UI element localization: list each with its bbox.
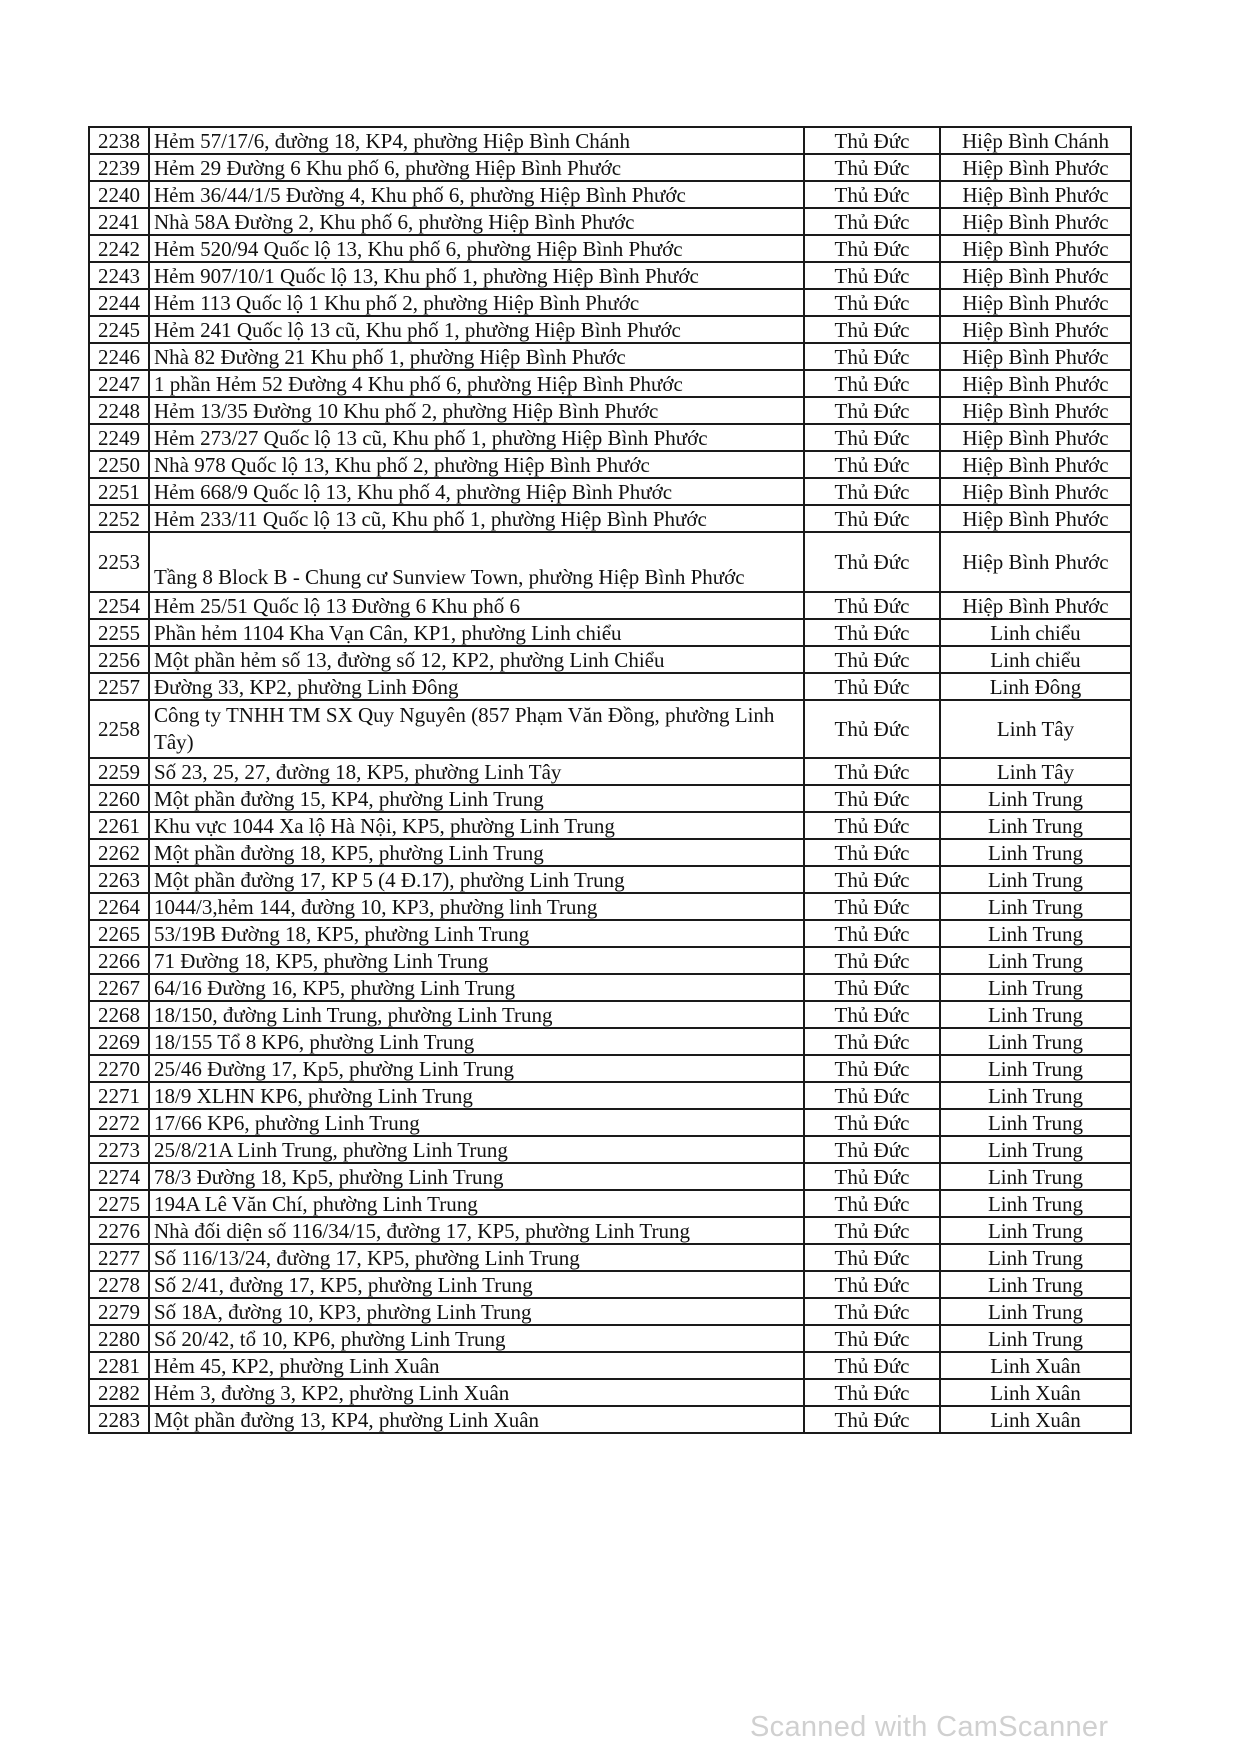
- table-row: [89, 839, 1131, 866]
- ward-cell: Linh Xuân: [940, 1406, 1131, 1433]
- ward-cell: Hiệp Bình Phước: [940, 397, 1131, 424]
- address-cell: Hẻm 45, KP2, phường Linh Xuân: [149, 1352, 804, 1379]
- table-row: [89, 947, 1131, 974]
- district-cell: Thủ Đức: [804, 1352, 940, 1379]
- table-row: [89, 1352, 1131, 1379]
- address-cell: Một phần đường 15, KP4, phường Linh Trung: [149, 785, 804, 812]
- address-cell: Số 116/13/24, đường 17, KP5, phường Linh Trung: [149, 1244, 804, 1271]
- ward-cell: Linh Trung: [940, 1163, 1131, 1190]
- district-cell: Thủ Đức: [804, 812, 940, 839]
- row-number-cell: 2281: [89, 1352, 149, 1379]
- ward-cell: Hiệp Bình Phước: [940, 370, 1131, 397]
- district-cell: Thủ Đức: [804, 592, 940, 619]
- row-number-cell: 2252: [89, 505, 149, 532]
- table-row: [89, 370, 1131, 397]
- row-number-cell: 2247: [89, 370, 149, 397]
- district-cell: Thủ Đức: [804, 893, 940, 920]
- district-cell: Thủ Đức: [804, 1082, 940, 1109]
- table-row: [89, 289, 1131, 316]
- row-number-cell: 2265: [89, 920, 149, 947]
- address-cell: 18/155 Tổ 8 KP6, phường Linh Trung: [149, 1028, 804, 1055]
- ward-cell: Hiệp Bình Phước: [940, 208, 1131, 235]
- row-number-cell: 2282: [89, 1379, 149, 1406]
- address-cell: Hẻm 57/17/6, đường 18, KP4, phường Hiệp Bình Chánh: [149, 127, 804, 154]
- district-cell: Thủ Đức: [804, 1055, 940, 1082]
- district-cell: Thủ Đức: [804, 154, 940, 181]
- district-cell: Thủ Đức: [804, 1217, 940, 1244]
- district-cell: Thủ Đức: [804, 1406, 940, 1433]
- district-cell: Thủ Đức: [804, 343, 940, 370]
- table-row: [89, 397, 1131, 424]
- district-cell: Thủ Đức: [804, 316, 940, 343]
- address-cell: Hẻm 25/51 Quốc lộ 13 Đường 6 Khu phố 6: [149, 592, 804, 619]
- table-row: [89, 673, 1131, 700]
- table-row: [89, 127, 1131, 154]
- address-cell: Hẻm 907/10/1 Quốc lộ 13, Khu phố 1, phường Hiệp Bình Phước: [149, 262, 804, 289]
- address-cell: 18/9 XLHN KP6, phường Linh Trung: [149, 1082, 804, 1109]
- district-cell: Thủ Đức: [804, 866, 940, 893]
- ward-cell: Linh chiểu: [940, 646, 1131, 673]
- district-cell: Thủ Đức: [804, 181, 940, 208]
- ward-cell: Linh Trung: [940, 1217, 1131, 1244]
- ward-cell: Linh Xuân: [940, 1379, 1131, 1406]
- table-row: [89, 1136, 1131, 1163]
- address-cell: 25/46 Đường 17, Kp5, phường Linh Trung: [149, 1055, 804, 1082]
- address-cell: Số 18A, đường 10, KP3, phường Linh Trung: [149, 1298, 804, 1325]
- table-row: [89, 1298, 1131, 1325]
- table-row: [89, 343, 1131, 370]
- table-row: [89, 1379, 1131, 1406]
- row-number-cell: 2283: [89, 1406, 149, 1433]
- table-row: [89, 424, 1131, 451]
- address-cell: Phần hẻm 1104 Kha Vạn Cân, KP1, phường Linh chiểu: [149, 619, 804, 646]
- ward-cell: Linh Đông: [940, 673, 1131, 700]
- row-number-cell: 2256: [89, 646, 149, 673]
- address-cell: 17/66 KP6, phường Linh Trung: [149, 1109, 804, 1136]
- district-cell: Thủ Đức: [804, 974, 940, 1001]
- district-cell: Thủ Đức: [804, 700, 940, 758]
- address-cell: Hẻm 668/9 Quốc lộ 13, Khu phố 4, phường Hiệp Bình Phước: [149, 478, 804, 505]
- district-cell: Thủ Đức: [804, 478, 940, 505]
- ward-cell: Hiệp Bình Phước: [940, 154, 1131, 181]
- ward-cell: Linh Trung: [940, 1082, 1131, 1109]
- row-number-cell: 2279: [89, 1298, 149, 1325]
- ward-cell: Linh Trung: [940, 1028, 1131, 1055]
- table-row: [89, 181, 1131, 208]
- row-number-cell: 2244: [89, 289, 149, 316]
- district-cell: Thủ Đức: [804, 1379, 940, 1406]
- row-number-cell: 2249: [89, 424, 149, 451]
- row-number-cell: 2257: [89, 673, 149, 700]
- row-number-cell: 2270: [89, 1055, 149, 1082]
- table-row: [89, 154, 1131, 181]
- ward-cell: Hiệp Bình Phước: [940, 181, 1131, 208]
- address-cell: 18/150, đường Linh Trung, phường Linh Trung: [149, 1001, 804, 1028]
- ward-cell: Linh Trung: [940, 1136, 1131, 1163]
- ward-cell: Linh Trung: [940, 839, 1131, 866]
- row-number-cell: 2245: [89, 316, 149, 343]
- district-cell: Thủ Đức: [804, 127, 940, 154]
- row-number-cell: 2275: [89, 1190, 149, 1217]
- ward-cell: Hiệp Bình Phước: [940, 505, 1131, 532]
- row-number-cell: 2259: [89, 758, 149, 785]
- table-row: [89, 262, 1131, 289]
- district-cell: Thủ Đức: [804, 1325, 940, 1352]
- district-cell: Thủ Đức: [804, 1001, 940, 1028]
- row-number-cell: 2255: [89, 619, 149, 646]
- ward-cell: Linh Trung: [940, 1190, 1131, 1217]
- row-number-cell: 2278: [89, 1271, 149, 1298]
- row-number-cell: 2253: [89, 532, 149, 592]
- district-cell: Thủ Đức: [804, 532, 940, 592]
- address-cell: Một phần đường 17, KP 5 (4 Đ.17), phường Linh Trung: [149, 866, 804, 893]
- address-cell: Nhà đối diện số 116/34/15, đường 17, KP5, phường Linh Trung: [149, 1217, 804, 1244]
- ward-cell: Linh Tây: [940, 758, 1131, 785]
- district-cell: Thủ Đức: [804, 947, 940, 974]
- ward-cell: Hiệp Bình Phước: [940, 343, 1131, 370]
- table-row: [89, 316, 1131, 343]
- address-cell: Khu vực 1044 Xa lộ Hà Nội, KP5, phường Linh Trung: [149, 812, 804, 839]
- address-cell: Hẻm 13/35 Đường 10 Khu phố 2, phường Hiệp Bình Phước: [149, 397, 804, 424]
- table-body: [89, 127, 1131, 1433]
- row-number-cell: 2276: [89, 1217, 149, 1244]
- table-row: [89, 920, 1131, 947]
- ward-cell: Linh Trung: [940, 1325, 1131, 1352]
- district-cell: Thủ Đức: [804, 1163, 940, 1190]
- row-number-cell: 2238: [89, 127, 149, 154]
- address-cell: 53/19B Đường 18, KP5, phường Linh Trung: [149, 920, 804, 947]
- row-number-cell: 2268: [89, 1001, 149, 1028]
- district-cell: Thủ Đức: [804, 397, 940, 424]
- ward-cell: Linh Tây: [940, 700, 1131, 758]
- table-row: [89, 646, 1131, 673]
- address-cell: Hẻm 36/44/1/5 Đường 4, Khu phố 6, phường Hiệp Bình Phước: [149, 181, 804, 208]
- address-cell: Tầng 8 Block B - Chung cư Sunview Town, phường Hiệp Bình Phước: [149, 532, 804, 592]
- district-cell: Thủ Đức: [804, 619, 940, 646]
- row-number-cell: 2266: [89, 947, 149, 974]
- address-cell: 64/16 Đường 16, KP5, phường Linh Trung: [149, 974, 804, 1001]
- row-number-cell: 2246: [89, 343, 149, 370]
- row-number-cell: 2242: [89, 235, 149, 262]
- row-number-cell: 2243: [89, 262, 149, 289]
- ward-cell: Hiệp Bình Phước: [940, 235, 1131, 262]
- table-row: [89, 785, 1131, 812]
- address-cell: 78/3 Đường 18, Kp5, phường Linh Trung: [149, 1163, 804, 1190]
- district-cell: Thủ Đức: [804, 1028, 940, 1055]
- district-cell: Thủ Đức: [804, 505, 940, 532]
- address-cell: Nhà 82 Đường 21 Khu phố 1, phường Hiệp Bình Phước: [149, 343, 804, 370]
- district-cell: Thủ Đức: [804, 1109, 940, 1136]
- address-cell: Hẻm 520/94 Quốc lộ 13, Khu phố 6, phường Hiệp Bình Phước: [149, 235, 804, 262]
- row-number-cell: 2271: [89, 1082, 149, 1109]
- ward-cell: Linh Trung: [940, 812, 1131, 839]
- district-cell: Thủ Đức: [804, 424, 940, 451]
- row-number-cell: 2248: [89, 397, 149, 424]
- row-number-cell: 2239: [89, 154, 149, 181]
- ward-cell: Hiệp Bình Phước: [940, 316, 1131, 343]
- address-cell: Đường 33, KP2, phường Linh Đông: [149, 673, 804, 700]
- table-row: [89, 1163, 1131, 1190]
- district-cell: Thủ Đức: [804, 208, 940, 235]
- camscanner-watermark: Scanned with CamScanner: [750, 1711, 1109, 1743]
- table-row: [89, 451, 1131, 478]
- row-number-cell: 2250: [89, 451, 149, 478]
- district-cell: Thủ Đức: [804, 1136, 940, 1163]
- address-table: [88, 126, 1132, 1434]
- table-row: [89, 812, 1131, 839]
- district-cell: Thủ Đức: [804, 920, 940, 947]
- ward-cell: Hiệp Bình Phước: [940, 592, 1131, 619]
- ward-cell: Linh Trung: [940, 866, 1131, 893]
- ward-cell: Linh chiểu: [940, 619, 1131, 646]
- district-cell: Thủ Đức: [804, 1298, 940, 1325]
- table-row: [89, 478, 1131, 505]
- table-row: [89, 866, 1131, 893]
- district-cell: Thủ Đức: [804, 1271, 940, 1298]
- district-cell: Thủ Đức: [804, 370, 940, 397]
- table-row: [89, 1325, 1131, 1352]
- row-number-cell: 2261: [89, 812, 149, 839]
- ward-cell: Linh Xuân: [940, 1352, 1131, 1379]
- address-cell: 194A Lê Văn Chí, phường Linh Trung: [149, 1190, 804, 1217]
- table-row: [89, 1109, 1131, 1136]
- table-row: [89, 1406, 1131, 1433]
- table-row: [89, 758, 1131, 785]
- table-row: [89, 1271, 1131, 1298]
- ward-cell: Linh Trung: [940, 1244, 1131, 1271]
- row-number-cell: 2262: [89, 839, 149, 866]
- address-cell: Một phần hẻm số 13, đường số 12, KP2, phường Linh Chiểu: [149, 646, 804, 673]
- table-row: [89, 532, 1131, 592]
- district-cell: Thủ Đức: [804, 1190, 940, 1217]
- district-cell: Thủ Đức: [804, 839, 940, 866]
- ward-cell: Linh Trung: [940, 1109, 1131, 1136]
- ward-cell: Hiệp Bình Phước: [940, 532, 1131, 592]
- district-cell: Thủ Đức: [804, 235, 940, 262]
- ward-cell: Linh Trung: [940, 920, 1131, 947]
- row-number-cell: 2254: [89, 592, 149, 619]
- row-number-cell: 2263: [89, 866, 149, 893]
- ward-cell: Linh Trung: [940, 1271, 1131, 1298]
- table-row: [89, 1082, 1131, 1109]
- district-cell: Thủ Đức: [804, 673, 940, 700]
- row-number-cell: 2267: [89, 974, 149, 1001]
- table-row: [89, 208, 1131, 235]
- ward-cell: Hiệp Bình Phước: [940, 424, 1131, 451]
- table-row: [89, 1001, 1131, 1028]
- address-cell: Nhà 978 Quốc lộ 13, Khu phố 2, phường Hiệp Bình Phước: [149, 451, 804, 478]
- ward-cell: Linh Trung: [940, 974, 1131, 1001]
- address-cell: Hẻm 3, đường 3, KP2, phường Linh Xuân: [149, 1379, 804, 1406]
- address-cell: Hẻm 29 Đường 6 Khu phố 6, phường Hiệp Bình Phước: [149, 154, 804, 181]
- row-number-cell: 2273: [89, 1136, 149, 1163]
- address-cell: Số 20/42, tổ 10, KP6, phường Linh Trung: [149, 1325, 804, 1352]
- district-cell: Thủ Đức: [804, 289, 940, 316]
- address-cell: Hẻm 113 Quốc lộ 1 Khu phố 2, phường Hiệp Bình Phước: [149, 289, 804, 316]
- district-cell: Thủ Đức: [804, 1244, 940, 1271]
- district-cell: Thủ Đức: [804, 262, 940, 289]
- row-number-cell: 2274: [89, 1163, 149, 1190]
- table-row: [89, 1028, 1131, 1055]
- district-cell: Thủ Đức: [804, 451, 940, 478]
- ward-cell: Linh Trung: [940, 1055, 1131, 1082]
- address-cell: 1044/3,hẻm 144, đường 10, KP3, phường linh Trung: [149, 893, 804, 920]
- ward-cell: Linh Trung: [940, 893, 1131, 920]
- address-cell: 1 phần Hẻm 52 Đường 4 Khu phố 6, phường Hiệp Bình Phước: [149, 370, 804, 397]
- address-cell: Công ty TNHH TM SX Quy Nguyên (857 Phạm Văn Đồng, phường Linh Tây): [149, 700, 804, 758]
- address-cell: Nhà 58A Đường 2, Khu phố 6, phường Hiệp Bình Phước: [149, 208, 804, 235]
- ward-cell: Hiệp Bình Phước: [940, 289, 1131, 316]
- row-number-cell: 2264: [89, 893, 149, 920]
- ward-cell: Linh Trung: [940, 947, 1131, 974]
- table-row: [89, 235, 1131, 262]
- row-number-cell: 2272: [89, 1109, 149, 1136]
- ward-cell: Hiệp Bình Phước: [940, 478, 1131, 505]
- ward-cell: Linh Trung: [940, 785, 1131, 812]
- table-row: [89, 619, 1131, 646]
- table-row: [89, 1055, 1131, 1082]
- address-cell: 71 Đường 18, KP5, phường Linh Trung: [149, 947, 804, 974]
- address-cell: 25/8/21A Linh Trung, phường Linh Trung: [149, 1136, 804, 1163]
- row-number-cell: 2260: [89, 785, 149, 812]
- address-cell: Số 23, 25, 27, đường 18, KP5, phường Linh Tây: [149, 758, 804, 785]
- ward-cell: Hiệp Bình Chánh: [940, 127, 1131, 154]
- ward-cell: Hiệp Bình Phước: [940, 451, 1131, 478]
- table-row: [89, 700, 1131, 758]
- table-row: [89, 974, 1131, 1001]
- address-cell: Một phần đường 13, KP4, phường Linh Xuân: [149, 1406, 804, 1433]
- ward-cell: Linh Trung: [940, 1001, 1131, 1028]
- row-number-cell: 2269: [89, 1028, 149, 1055]
- row-number-cell: 2258: [89, 700, 149, 758]
- table-row: [89, 1217, 1131, 1244]
- address-cell: Số 2/41, đường 17, KP5, phường Linh Trung: [149, 1271, 804, 1298]
- table-row: [89, 592, 1131, 619]
- row-number-cell: 2280: [89, 1325, 149, 1352]
- ward-cell: Linh Trung: [940, 1298, 1131, 1325]
- district-cell: Thủ Đức: [804, 646, 940, 673]
- district-cell: Thủ Đức: [804, 785, 940, 812]
- table-row: [89, 1190, 1131, 1217]
- district-cell: Thủ Đức: [804, 758, 940, 785]
- address-cell: Hẻm 241 Quốc lộ 13 cũ, Khu phố 1, phường Hiệp Bình Phước: [149, 316, 804, 343]
- address-cell: Một phần đường 18, KP5, phường Linh Trung: [149, 839, 804, 866]
- ward-cell: Hiệp Bình Phước: [940, 262, 1131, 289]
- table-row: [89, 893, 1131, 920]
- row-number-cell: 2251: [89, 478, 149, 505]
- address-cell: Hẻm 233/11 Quốc lộ 13 cũ, Khu phố 1, phường Hiệp Bình Phước: [149, 505, 804, 532]
- table-row: [89, 505, 1131, 532]
- row-number-cell: 2241: [89, 208, 149, 235]
- table-row: [89, 1244, 1131, 1271]
- address-cell: Hẻm 273/27 Quốc lộ 13 cũ, Khu phố 1, phường Hiệp Bình Phước: [149, 424, 804, 451]
- row-number-cell: 2277: [89, 1244, 149, 1271]
- row-number-cell: 2240: [89, 181, 149, 208]
